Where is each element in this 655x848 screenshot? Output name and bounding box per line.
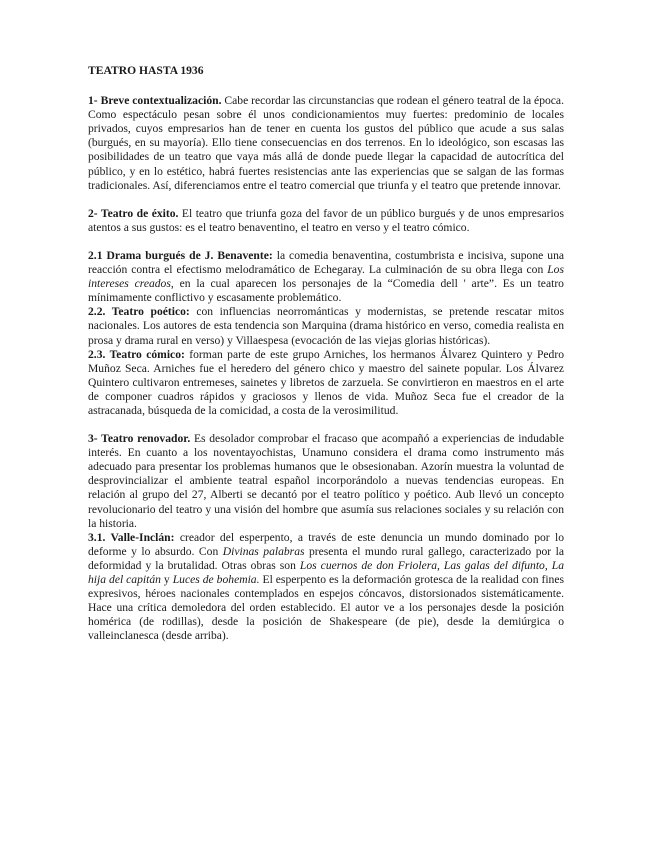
- section-2-2-paragraph: [88, 305, 564, 347]
- section-3-1-paragraph: [88, 531, 564, 644]
- section-2-2-text: con influencias neorrománticas y modernistas, se pretende rescatar mitos nacionales. Los autores de esta tendencia son Marquina (drama histórico en verso, comedia realista en prosa y drama rural en verso) y Villaespesa (evocación de las viejas glorias históricas).: [88, 305, 564, 347]
- section-3-1-text-d: El esperpento es la deformación grotesca de la realidad con fines expresivos, héroes nacionales contemplados en espejos cóncavos, distorsionados sistemáticamente. Hace una crítica demoledora del orden establecido. El autor ve a los personajes desde la posición homérica (de rodillas), desde la posición de Shakespeare (de pie), desde la demiúrgica o valleinclanesca (desde arriba).: [88, 573, 565, 643]
- section-3-1-work-3: Luces de bohemia.: [172, 573, 260, 586]
- section-3-1-text-b: presenta el mundo rural gallego, caracterizado por la deformidad y la brutalidad. Otras obras son: [88, 544, 564, 572]
- section-2-2-heading: 2.2. Teatro poético:: [88, 305, 190, 319]
- section-2-1-paragraph: [88, 249, 564, 305]
- section-2-3-heading: 2.3. Teatro cómico:: [88, 347, 185, 361]
- section-1-heading: 1- Breve contextualización.: [88, 94, 222, 108]
- section-3-1-text-a: creador del esperpento, a través de este denuncia un mundo dominado por lo deforme y lo absurdo. Con: [88, 530, 564, 558]
- section-3-1-text-c: y: [160, 573, 173, 586]
- section-3-paragraph: [88, 432, 564, 531]
- section-3-text: Es desolador comprobar el fracaso que acompañó a experiencias de indudable interés. En cuanto a los noventayochistas, Unamuno considera el drama como instrumento más adecuado para presentar los problemas humanos que le obsesionaban. Azorín muestra la voluntad de desprovincializar el ambiente teatral español incorporándolo a nuevas tendencias europeas. En relación al grupo del 27, Alberti se decantó por el teatro político y poético. Aub llevó un concepto revolucionario del teatro y una visión del hombre que asumía sus relaciones sociales y su relación con la historia.: [88, 432, 564, 530]
- section-3-1-work-2: Los cuernos de don Friolera, Las galas del difunto, La hija del capitán: [88, 558, 565, 586]
- document-page: [88, 64, 564, 643]
- section-2-3-paragraph: [88, 348, 564, 418]
- section-3-heading: 3- Teatro renovador.: [88, 432, 191, 446]
- section-2-3-text: forman parte de este grupo Arniches, los hermanos Álvarez Quintero y Pedro Muñoz Seca. Arniches fue el heredero del género chico y maestro del sainete popular. Los Álvarez Quintero cultivaron entremeses, sainetes y libretos de zarzuela. Se convirtieron en maestros en el arte de componer cuadros rápidos y graciosos y llenos de vida. Muñoz Seca fue el creador de la astracanada, búsqueda de la comicidad, a costa de la verosimilitud.: [88, 347, 565, 417]
- section-2-1-heading: 2.1 Drama burgués de J. Benavente:: [88, 248, 273, 262]
- section-3-1-heading: 3.1. Valle-Inclán:: [88, 530, 175, 544]
- section-3-1-work-1: Divinas palabras: [222, 544, 305, 558]
- section-2-heading: 2- Teatro de éxito.: [88, 206, 179, 220]
- document-title: TEATRO HASTA 1936: [88, 64, 204, 77]
- section-2-paragraph: [88, 207, 564, 235]
- section-2-text: El teatro que triunfa goza del favor de un público burgués y de unos empresarios atentos a sus gustos: es el teatro benaventino, el teatro en verso y el teatro cómico.: [88, 206, 564, 234]
- section-1-paragraph: [88, 94, 564, 193]
- section-1-text: Cabe recordar las circunstancias que rodean el género teatral de la época. Como espectáculo pesan sobre él unos condicionamientos muy fuertes: predominio de locales privados, cuyos empresarios han de tener en cuenta los gustos del público que acude a sus salas (burgués, en su mayoría). Ello tiene consecuencias en dos terrenos. En lo ideológico, son escasas las posibilidades de un teatro que vaya más allá de donde puede llegar la capacidad de autocrítica del público, y en lo estético, habrá fuertes resistencias ante las experiencias que se salgan de las formas tradicionales. Así, diferenciamos entre el teatro comercial que triunfa y el teatro que pretende innovar.: [88, 94, 564, 192]
- section-2-1-work-title: Los intereses creados: [88, 263, 564, 291]
- section-2-1-text-b: , en la cual aparecen los personajes de la “Comedia dell ' arte”. Es un teatro mínimamente conflictivo y escasamente problemático.: [88, 277, 564, 305]
- section-2-1-text-a: la comedia benaventina, costumbrista e incisiva, supone una reacción contra el efectismo melodramático de Echegaray. La culminación de su obra llega con: [88, 248, 565, 277]
